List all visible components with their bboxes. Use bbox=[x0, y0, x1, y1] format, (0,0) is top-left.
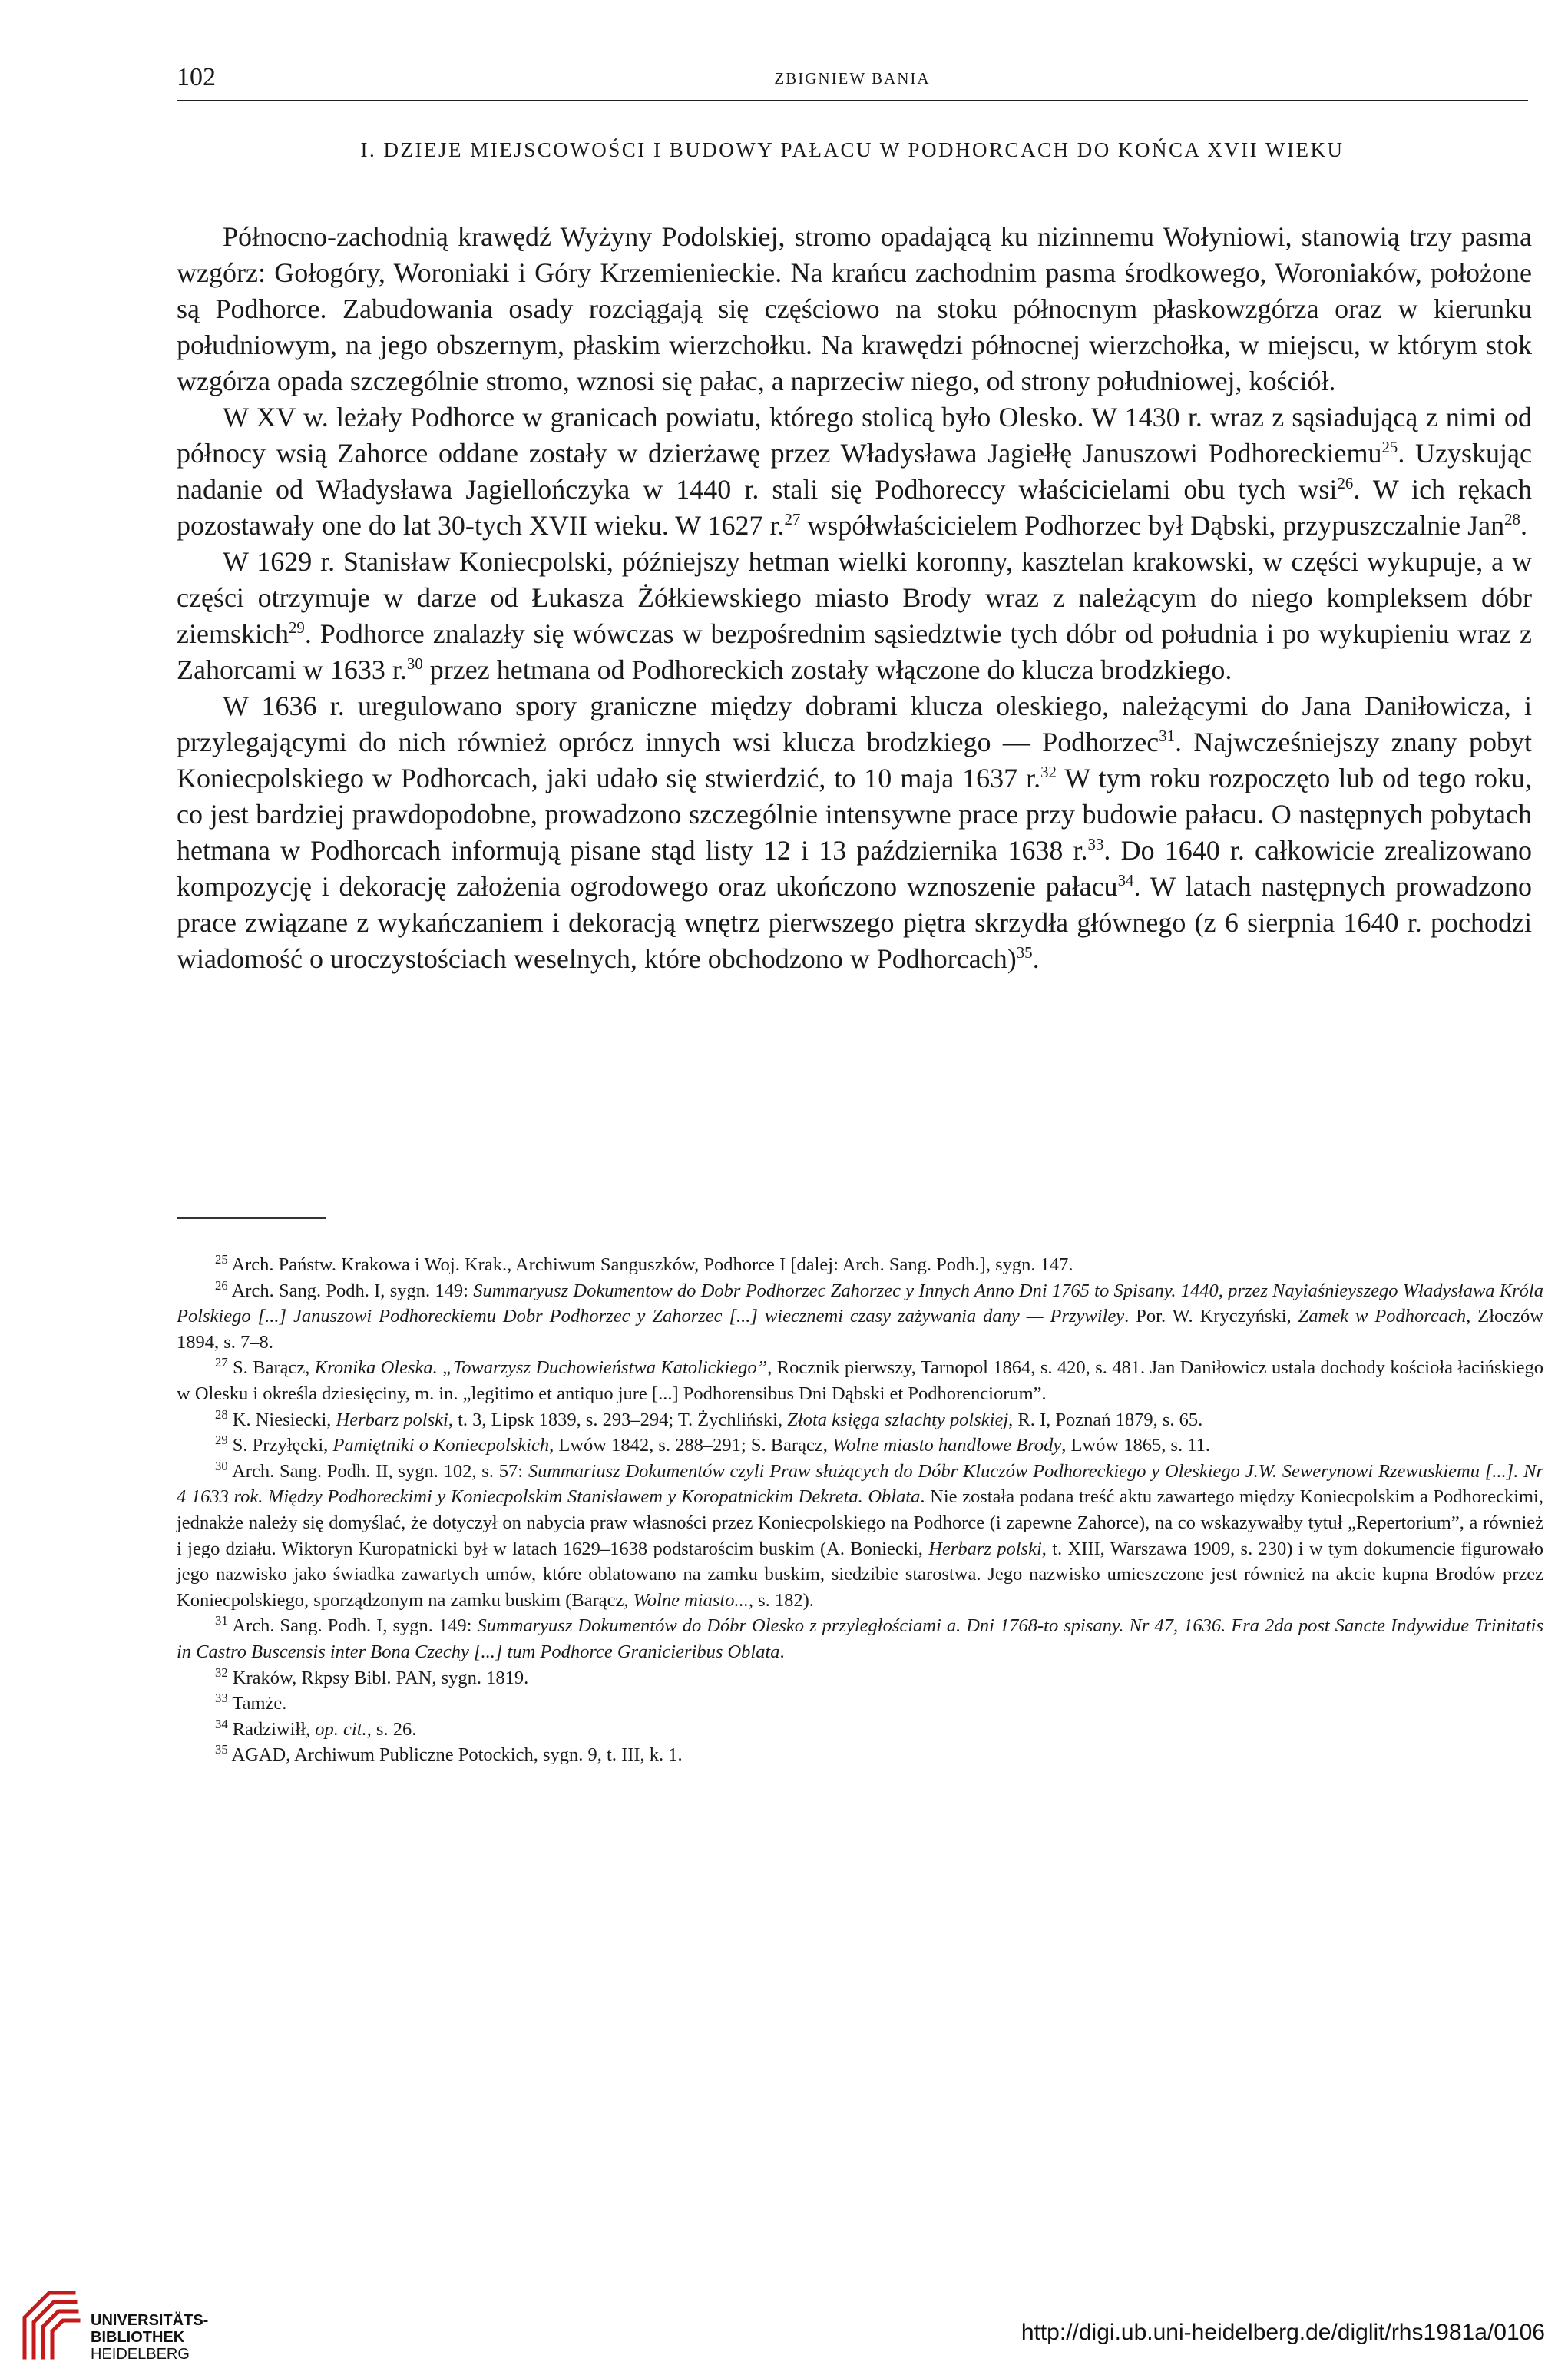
body-text-run: . Do 1640 r. całkowicie zrealizowano kompozycję i dekorację założenia ogrodowego oraz ukończono wznoszenie pałacu bbox=[177, 835, 1532, 902]
footnote-title: Złota księga szlachty polskiej bbox=[787, 1409, 1009, 1430]
footnote-number: 30 bbox=[215, 1458, 228, 1473]
footnote-title: Summaryusz Dokumentow do Dobr Podhorzec Zahorzec y Innych Anno Dni 1765 to Spisany. 1440, przez Nayiaśnieyszego Władysława Króla Polskiego [...] Januszowi Podhoreckiemu Dobr Podhorzec y Zahorzec [...] wiecznemi czasy zażywania dany — Przywiley bbox=[177, 1280, 1543, 1327]
body-paragraph bbox=[177, 544, 1532, 688]
footnote-title: Pamiętniki o Koniecpolskich bbox=[332, 1435, 550, 1456]
footnote-title: Wolne miasto... bbox=[633, 1589, 749, 1611]
footnote-text: , Złoczów 1894, s. 7–8. bbox=[177, 1306, 1543, 1353]
body-paragraph bbox=[177, 399, 1532, 544]
footnote-text: , s. 26. bbox=[366, 1718, 417, 1740]
body-text-run: W 1636 r. uregulowano spory graniczne między dobrami klucza oleskiego, należącymi do Jana Daniłowicza, i przylegającymi do nich również oprócz innych wsi klucza brodzkiego — Podhorzec bbox=[177, 691, 1532, 757]
footnote bbox=[177, 1665, 1543, 1691]
footnote-text: Arch. Państw. Krakowa i Woj. Krak., Archiwum Sanguszków, Podhorce I [dalej: Arch. Sang. Podh.], sygn. 147. bbox=[231, 1254, 1073, 1275]
footnote-separator bbox=[177, 1217, 326, 1219]
footnote bbox=[177, 1278, 1543, 1356]
footnote-title: Kronika Oleska. „Towarzysz Duchowieństwa Katolickiego” bbox=[314, 1357, 768, 1379]
footnote-marker[interactable]: 29 bbox=[288, 618, 305, 637]
footnote-marker[interactable]: 32 bbox=[1040, 763, 1057, 781]
footnote-text: , Lwów 1865, s. 11. bbox=[1061, 1435, 1210, 1456]
footnote-number: 29 bbox=[215, 1433, 228, 1447]
body-paragraph bbox=[177, 219, 1532, 399]
footnote-number: 32 bbox=[215, 1664, 228, 1680]
footnote-marker[interactable]: 25 bbox=[1381, 438, 1398, 456]
footnote bbox=[177, 1407, 1543, 1433]
footnote-text: Arch. Sang. Podh. I, sygn. 149: bbox=[231, 1280, 474, 1301]
body-text-run: . Najwcześniejszy znany pobyt Koniecpolskiego w Podhorcach, jaki udało się stwierdzić, to 10 maja 1637 r. bbox=[177, 727, 1532, 793]
footnote-text: . bbox=[779, 1641, 785, 1662]
footnote-number: 33 bbox=[215, 1690, 228, 1705]
footnote-marker[interactable]: 28 bbox=[1504, 510, 1520, 528]
footnote-text: , t. XIII, Warszawa 1909, s. 230) i w tym dokumencie figurowało jego nazwisko jako świadka zawartych umów, które oblatowano na zamku buskim, siedzibie starostwa. Jego nazwisko umieszczone jest również na akcie kupna Brodów przez Koniecpolskiego, sporządzonym na zamku buskim (Barącz, bbox=[177, 1538, 1543, 1611]
footnote-text: Tamże. bbox=[232, 1693, 287, 1714]
footnote bbox=[177, 1252, 1543, 1278]
footnotes bbox=[177, 1252, 1543, 1768]
chapter-title: I. DZIEJE MIEJSCOWOŚCI I BUDOWY PAŁACU W PODHORCACH DO KOŃCA XVII WIEKU bbox=[360, 138, 1345, 161]
library-name bbox=[91, 2312, 208, 2363]
library-name-line: UNIVERSITÄTS- bbox=[91, 2312, 209, 2329]
footnote-text: Arch. Sang. Podh. I, sygn. 149: bbox=[232, 1615, 478, 1637]
footnote-text: , t. 3, Lipsk 1839, s. 293–294; T. Żychliński, bbox=[448, 1409, 788, 1430]
footnote-title: Herbarz polski bbox=[336, 1409, 448, 1430]
footnote-title: Summaryusz Dokumentów do Dóbr Olesko z przyległościami a. Dni 1768-to spisany. Nr 47, 1636. Fra 2da post Sancte Indywidue Trinitatis in Castro Buscensis inter Bona Czechy [...] tum Podhorce Granicieribus Oblata bbox=[177, 1615, 1543, 1662]
running-head bbox=[177, 61, 1528, 101]
footnote-text: , R. I, Poznań 1879, s. 65. bbox=[1008, 1409, 1203, 1430]
footnote-number: 35 bbox=[215, 1742, 228, 1757]
library-name-line: BIBLIOTHEK bbox=[91, 2329, 185, 2346]
footnote bbox=[177, 1613, 1543, 1664]
body-text-run: przez hetmana od Podhoreckich zostały włączone do klucza brodzkiego. bbox=[422, 654, 1232, 685]
footnote-text: K. Niesiecki, bbox=[232, 1409, 336, 1430]
footnote-marker[interactable]: 35 bbox=[1016, 943, 1033, 962]
page-number: 102 bbox=[177, 63, 216, 91]
body-text-run: W XV w. leżały Podhorce w granicach powiatu, którego stolicą było Olesko. W 1430 r. wraz z sąsiadującą z nimi od północy wsią Zahorce oddane zostały w dzierżawę przez Władysława Jagiełłę Januszowi Podhoreckiemu bbox=[177, 402, 1532, 469]
footnote-number: 26 bbox=[215, 1277, 228, 1293]
running-title: ZBIGNIEW BANIA bbox=[774, 69, 931, 88]
source-url[interactable]: http://digi.ub.uni-heidelberg.de/diglit/rhs1981a/0106 bbox=[1021, 2320, 1545, 2345]
footnote-text: Arch. Sang. Podh. II, sygn. 102, s. 57: bbox=[232, 1460, 528, 1482]
body-text-run: . Podhorce znalazły się wówczas w bezpośrednim sąsiedztwie tych dóbr od południa i po wykupieniu wraz z Zahorcami w 1633 r. bbox=[177, 618, 1532, 685]
footnote-marker[interactable]: 34 bbox=[1117, 871, 1134, 889]
footnote-text: S. Barącz, bbox=[233, 1357, 315, 1379]
footnote-text: , Rocznik pierwszy, Tarnopol 1864, s. 420, s. 481. Jan Daniłowicz ustala dochody kościoła łacińskiego w Olesku i określa dziesięciny, m. in. „legitimo et antiquo jure [...] Podhorensibus Dni Dąbski et Podhorenciorum”. bbox=[177, 1357, 1543, 1404]
footnote-number: 31 bbox=[215, 1613, 228, 1628]
footnote-title: Summariusz Dokumentów czyli Praw służących do Dóbr Kluczów Podhoreckiego y Oleskiego J.W. Sewerynowi Rzewuskiemu [...]. Nr 4 1633 rok. Między Podhoreckimi y Koniecpolskim Stanisławem y Koropatnickim Dekreta. Oblata bbox=[177, 1460, 1544, 1508]
footnote-text: , s. 182). bbox=[748, 1589, 814, 1611]
footnote-text: Kraków, Rkpsy Bibl. PAN, sygn. 1819. bbox=[232, 1667, 529, 1688]
footnote bbox=[177, 1433, 1543, 1459]
footnote-number: 27 bbox=[215, 1355, 228, 1370]
body-text bbox=[177, 219, 1532, 977]
footnote-title: op. cit. bbox=[315, 1718, 367, 1740]
footnote-marker[interactable]: 27 bbox=[784, 510, 801, 528]
library-name-line: HEIDELBERG bbox=[91, 2346, 190, 2363]
footnote-number: 28 bbox=[215, 1406, 228, 1422]
body-text-run: . bbox=[1032, 943, 1040, 974]
heidelberg-library-logo-icon bbox=[14, 2277, 83, 2362]
body-paragraph bbox=[177, 688, 1532, 977]
footnote bbox=[177, 1691, 1543, 1717]
body-text-run: . Uzyskując nadanie od Władysława Jagiellończyka w 1440 r. stali się Podhoreccy właścicielami obu tych wsi bbox=[177, 438, 1533, 505]
footnote bbox=[177, 1717, 1543, 1743]
footnote-marker[interactable]: 30 bbox=[406, 654, 423, 673]
footnote-text: AGAD, Archiwum Publiczne Potockich, sygn. 9, t. III, k. 1. bbox=[231, 1744, 683, 1766]
footnote-number: 34 bbox=[215, 1716, 228, 1731]
footnote-marker[interactable]: 33 bbox=[1087, 835, 1104, 853]
footnote-text: , Lwów 1842, s. 288–291; S. Barącz, bbox=[549, 1435, 832, 1456]
footnote-text: S. Przyłęcki, bbox=[232, 1435, 333, 1456]
footnote-title: Herbarz polski bbox=[928, 1538, 1042, 1559]
footnote bbox=[177, 1355, 1543, 1406]
body-text-run: . W latach następnych prowadzono prace związane z wykańczaniem i dekoracją wnętrz pierwszego piętra skrzydła głównego (z 6 sierpnia 1640 r. pochodzi wiadomość o uroczystościach weselnych, które obchodzono w Podhorcach) bbox=[177, 871, 1532, 974]
footnote-text: . Por. W. Kryczyński, bbox=[1124, 1306, 1298, 1327]
footnote-title: Wolne miasto handlowe Brody bbox=[832, 1435, 1062, 1456]
body-text-run: . W ich rękach pozostawały one do lat 30-tych XVII wieku. W 1627 r. bbox=[177, 474, 1533, 541]
body-text-run: Północno-zachodnią krawędź Wyżyny Podolskiej, stromo opadającą ku nizinnemu Wołyniowi, stanowią trzy pasma wzgórz: Gołogóry, Woroniaki i Góry Krzemienieckie. Na krańcu zachodnim pasma środkowego, Woroniaków, położone są Podhorce. Zabudowania osady rozciągają się częściowo na stoku północnym płaskowzgórza oraz w kierunku południowym, na jego obszernym, płaskim wierzchołku. Na krawędzi północnej wierzchołka, w miejscu, w którym stok wzgórza opada szczególnie stromo, wznosi się pałac, a naprzeciw niego, od strony południowej, kościół. bbox=[177, 221, 1532, 396]
body-text-run: współwłaścicielem Podhorzec był Dąbski, przypuszczalnie Jan bbox=[800, 510, 1505, 541]
body-text-run: W 1629 r. Stanisław Koniecpolski, późniejszy hetman wielki koronny, kasztelan krakowski, w części wykupuje, a w części otrzymuje w darze od Łukasza Żółkiewskiego miasto Brody wraz z należącym do niego kompleksem dóbr ziemskich bbox=[177, 546, 1532, 649]
footnote-text: Radziwiłł, bbox=[232, 1718, 316, 1740]
body-text-run: . bbox=[1520, 510, 1527, 541]
footnote-text: . Nie została podana treść aktu zawartego między Koniecpolskim a Podhoreckimi, jednakże należy się domyślać, że dotyczył on nabycia praw własności przez Koniecpolskiego na Podhorce (i zapewne Zahorce), na co wskazywałby tytuł „Repertorium”, a również i jego działu. Wiktoryn Kuropatnicki był w latach 1629–1638 podstarościm buskim (A. Boniecki, bbox=[177, 1486, 1543, 1559]
footnote bbox=[177, 1459, 1543, 1614]
body-text-run: W tym roku rozpoczęto lub od tego roku, co jest bardziej prawdopodobne, prowadzono szczególnie intensywne prace przy budowie pałacu. O następnych pobytach hetmana w Podhorcach informują pisane stąd listy 12 i 13 października 1638 r. bbox=[177, 763, 1533, 866]
footnote-marker[interactable]: 26 bbox=[1337, 474, 1354, 492]
footnote-title: Zamek w Podhorcach bbox=[1298, 1306, 1467, 1327]
footnote-marker[interactable]: 31 bbox=[1159, 727, 1176, 745]
footnote bbox=[177, 1742, 1543, 1768]
footnote-number: 25 bbox=[215, 1251, 228, 1267]
